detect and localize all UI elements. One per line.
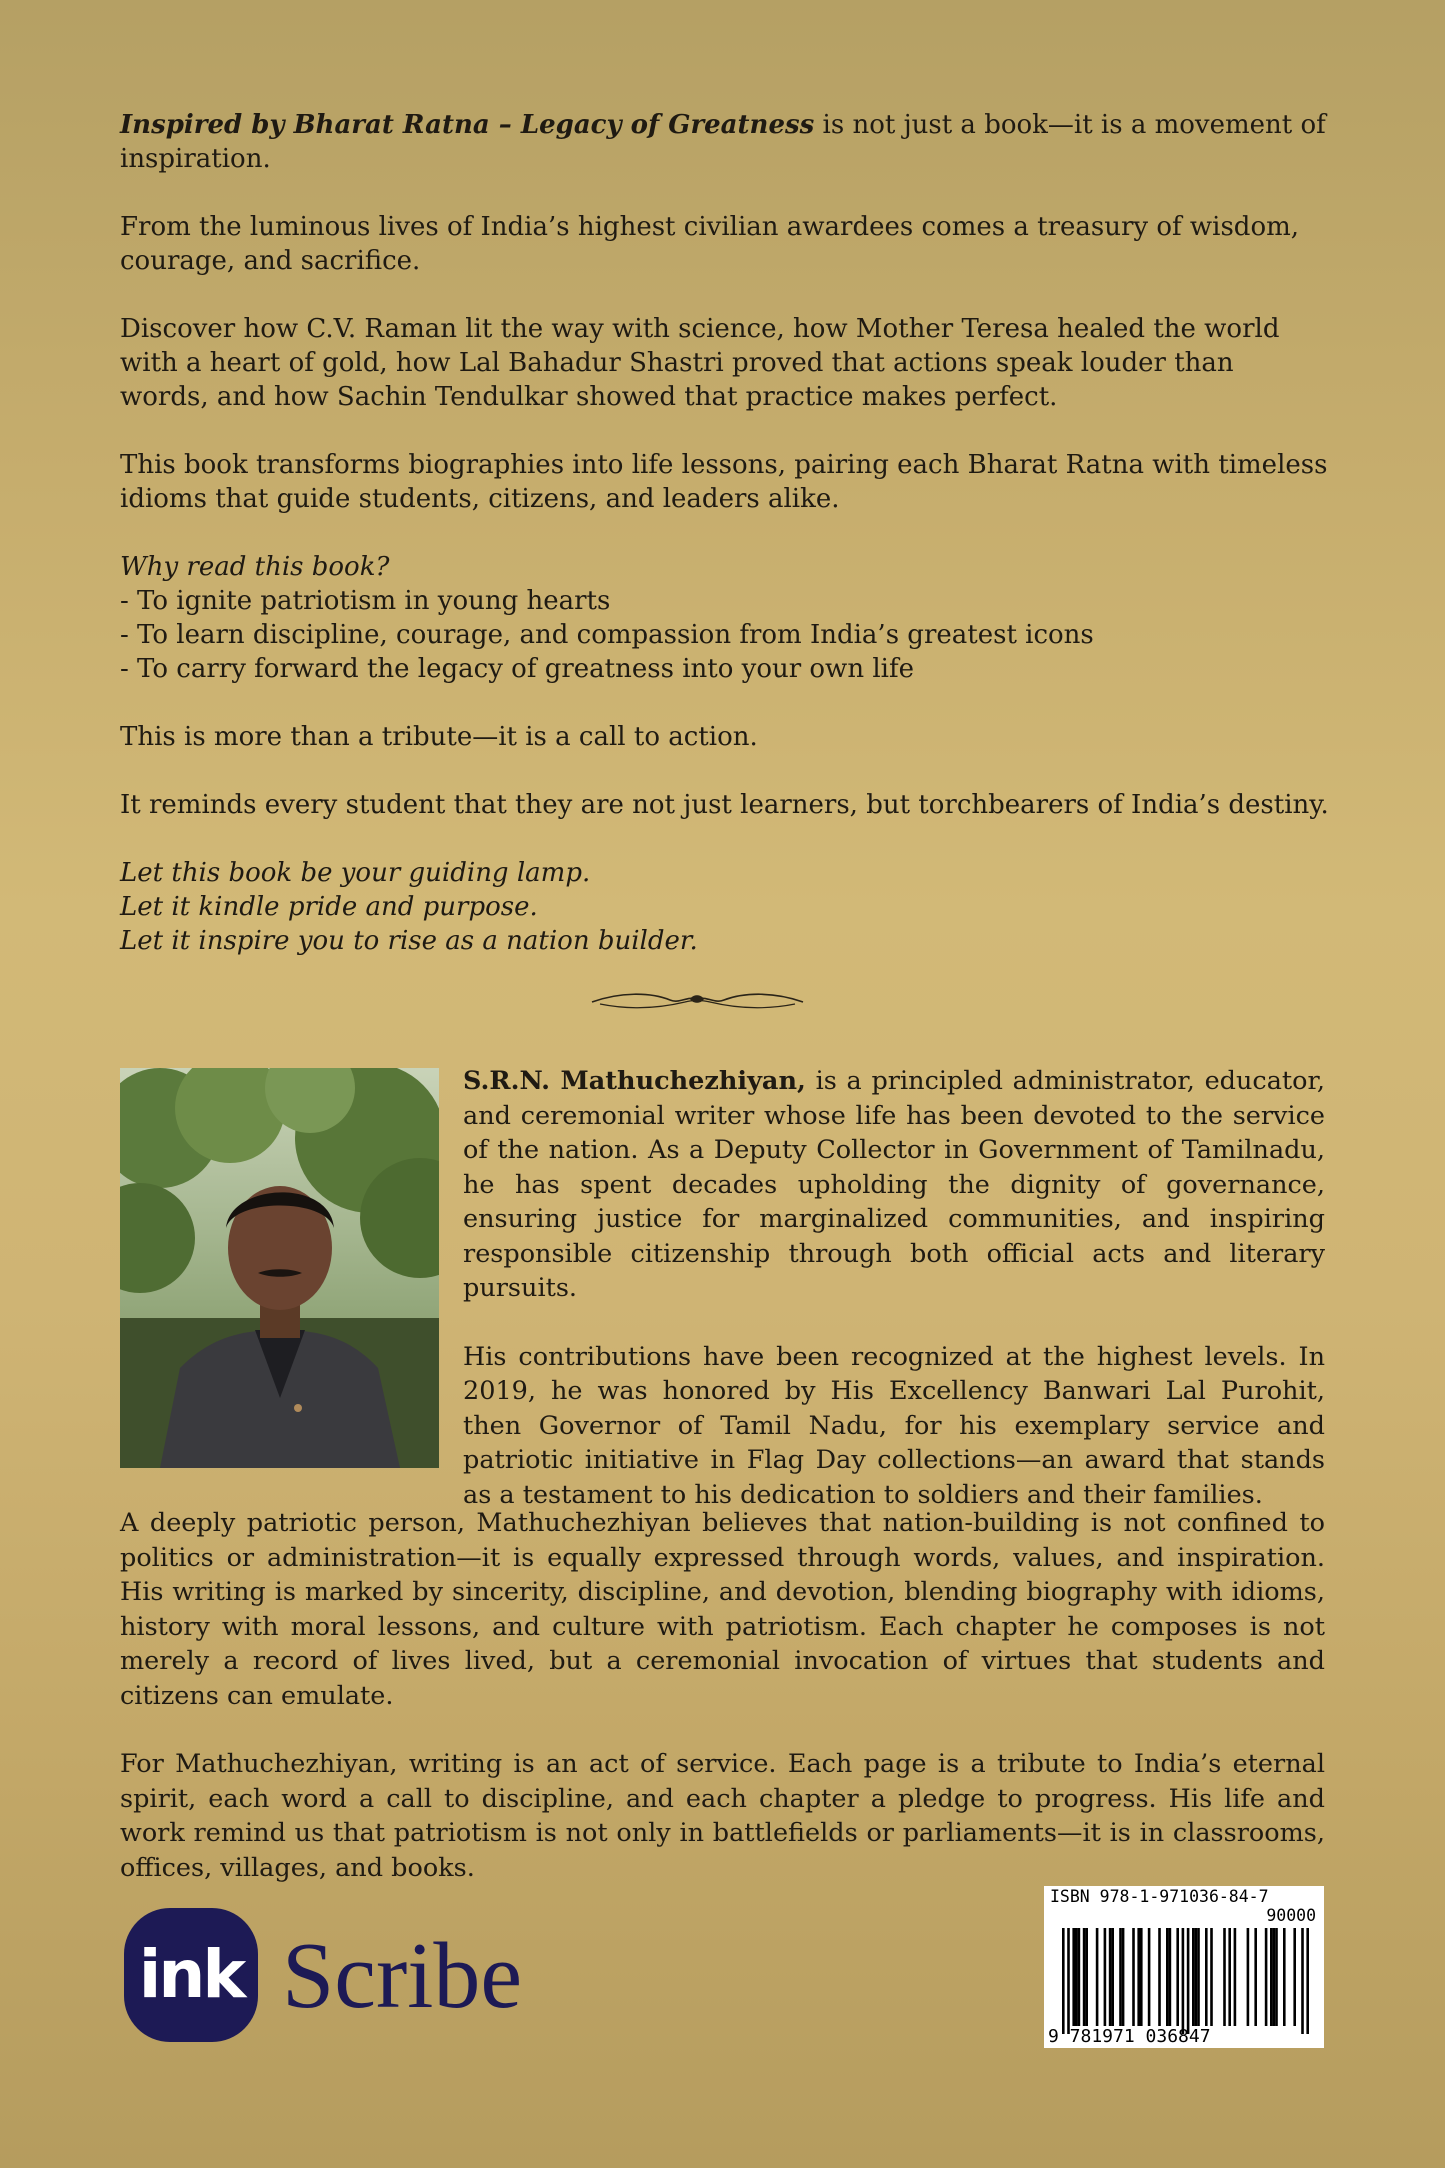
bio-paragraph-3: A deeply patriotic person, Mathuchezhiyan believes that nation-building is not confined to politics or administration—it is equally expressed through words, values, and inspiration. His writing is marked by sincerity, discipline, and devotion, blending biography with idioms, history with moral lessons, and culture with patriotism. Each chapter he composes is not merely a record of lives lived, but a ceremonial invocation of virtues that students and citizens can emulate.	[120, 1508, 1325, 1711]
barcode-bar	[1270, 1928, 1273, 2026]
barcode-bar	[1119, 1928, 1122, 2026]
barcode-bar	[1234, 1928, 1237, 2026]
barcode-bar	[1293, 1928, 1296, 2026]
ean-digits: 9 781971 036847	[1048, 2026, 1211, 2047]
barcode-bar	[1169, 1928, 1172, 2026]
barcode-bar	[1228, 1928, 1231, 2026]
barcode-bar	[1210, 1928, 1213, 2026]
blurb-intro-rest: is not just a book—it is a movement of inspiration.	[120, 110, 1326, 174]
author-photo	[120, 1068, 439, 1468]
barcode-bar	[1104, 1928, 1107, 2026]
barcode-bar	[1140, 1928, 1143, 2026]
flourish-divider-icon	[590, 986, 805, 1016]
barcode-bar	[1182, 1928, 1185, 2034]
barcode-bar	[1254, 1928, 1257, 2026]
why-read-item: - To carry forward the legacy of greatness into your own life	[120, 654, 914, 684]
barcode-bar	[1111, 1928, 1114, 2026]
isbn-barcode	[1044, 1886, 1324, 2048]
barcode-bar	[1085, 1928, 1088, 2026]
bio-paragraph-1-rest: is a principled administrator, educator, and ceremonial writer whose life has been devoted to the service of the nation. As a Deputy Collector in Government of Tamilnadu, he has spent decades upholding the dignity of governance, ensuring justice for marginalized communities, and inspiring responsible citizenship through both official acts and literary pursuits.	[463, 1066, 1326, 1303]
why-read-list	[120, 550, 1330, 686]
barcode-bar	[1223, 1928, 1226, 2026]
barcode-bar	[1148, 1928, 1151, 2026]
why-read-item: - To ignite patriotism in young hearts	[120, 586, 611, 616]
barcode-bar	[1158, 1928, 1161, 2026]
barcode-bar	[1265, 1928, 1268, 2026]
barcode-bar	[1067, 1928, 1070, 2034]
why-read-heading: Why read this book?	[120, 552, 390, 582]
barcode-bar	[1109, 1928, 1112, 2026]
barcode-bar	[1062, 1928, 1065, 2034]
barcode-bar	[1083, 1928, 1086, 2026]
author-bio-continued	[120, 1506, 1325, 1919]
barcode-bars	[1044, 1886, 1324, 2048]
barcode-bar	[1075, 1928, 1078, 2026]
book-blurb	[120, 108, 1330, 958]
bio-paragraph-4: For Mathuchezhiyan, writing is an act of service. Each page is a tribute to India’s eternal spirit, each word a call to discipline, and each chapter a pledge to progress. His life and work remind us that patriotism is not only in battlefields or parliaments—it is in classrooms, offices, villages, and books.	[120, 1749, 1325, 1883]
barcode-bar	[1306, 1928, 1309, 2034]
barcode-bar	[1122, 1928, 1125, 2026]
blurb-paragraph-5: This is more than a tribute—it is a call to action.	[120, 722, 758, 752]
barcode-bar	[1137, 1928, 1140, 2026]
bio-paragraph-2: His contributions have been recognized at the highest levels. In 2019, he was honored by His Excellency Banwari Lal Purohit, then Governor of Tamil Nadu, for his exemplary service and patriotic initiative in Flag Day collections—an award that stands as a testament to his dedication to soldiers and their families.	[463, 1341, 1325, 1510]
barcode-bar	[1197, 1928, 1200, 2026]
barcode-bar	[1176, 1928, 1179, 2026]
barcode-bar	[1195, 1928, 1198, 2026]
barcode-bar	[1275, 1928, 1278, 2026]
publisher-wordmark: Scribe	[282, 1924, 523, 2028]
isbn-label: ISBN 978-1-971036-84-7	[1050, 1887, 1269, 1906]
publisher-badge: ink	[124, 1908, 258, 2042]
blurb-paragraph-4: This book transforms biographies into life lessons, pairing each Bharat Ratna with timeless idioms that guide students, citizens, and leaders alike.	[120, 450, 1328, 514]
barcode-bar	[1247, 1928, 1250, 2026]
blurb-paragraph-2: From the luminous lives of India’s highest civilian awardees comes a treasury of wisdom, courage, and sacrifice.	[120, 212, 1300, 276]
barcode-bar	[1187, 1928, 1190, 2034]
barcode-bar	[1283, 1928, 1286, 2026]
publisher-logo	[124, 1908, 554, 2042]
blurb-intro	[120, 108, 1330, 176]
author-name: S.R.N. Mathuchezhiyan,	[463, 1066, 806, 1096]
price-code: 90000	[1266, 1906, 1316, 1925]
barcode-bar	[1205, 1928, 1208, 2026]
author-bio-intro	[463, 1064, 1325, 1546]
barcode-bar	[1166, 1928, 1169, 2026]
barcode-bar	[1273, 1928, 1276, 2026]
barcode-bar	[1192, 1928, 1195, 2026]
closing-line: Let this book be your guiding lamp.	[120, 858, 591, 888]
blurb-paragraph-6: It reminds every student that they are not just learners, but torchbearers of India’s destiny.	[120, 790, 1329, 820]
barcode-bar	[1301, 1928, 1304, 2034]
closing-lines	[120, 856, 1330, 958]
barcode-bar	[1132, 1928, 1135, 2026]
why-read-item: - To learn discipline, courage, and compassion from India’s greatest icons	[120, 620, 1094, 650]
book-title-emphasis: Inspired by Bharat Ratna – Legacy of Greatness	[120, 110, 815, 140]
closing-line: Let it inspire you to rise as a nation builder.	[120, 926, 698, 956]
barcode-bar	[1096, 1928, 1099, 2026]
bio-paragraph-1	[463, 1064, 1325, 1306]
closing-line: Let it kindle pride and purpose.	[120, 892, 538, 922]
barcode-bar	[1078, 1928, 1081, 2026]
blurb-paragraph-3: Discover how C.V. Raman lit the way with science, how Mother Teresa healed the world with a heart of gold, how Lal Bahadur Shastri proved that actions speak louder than words, and how Sachin Tendulkar showed that practice makes perfect.	[120, 314, 1280, 412]
barcode-bar	[1072, 1928, 1075, 2026]
